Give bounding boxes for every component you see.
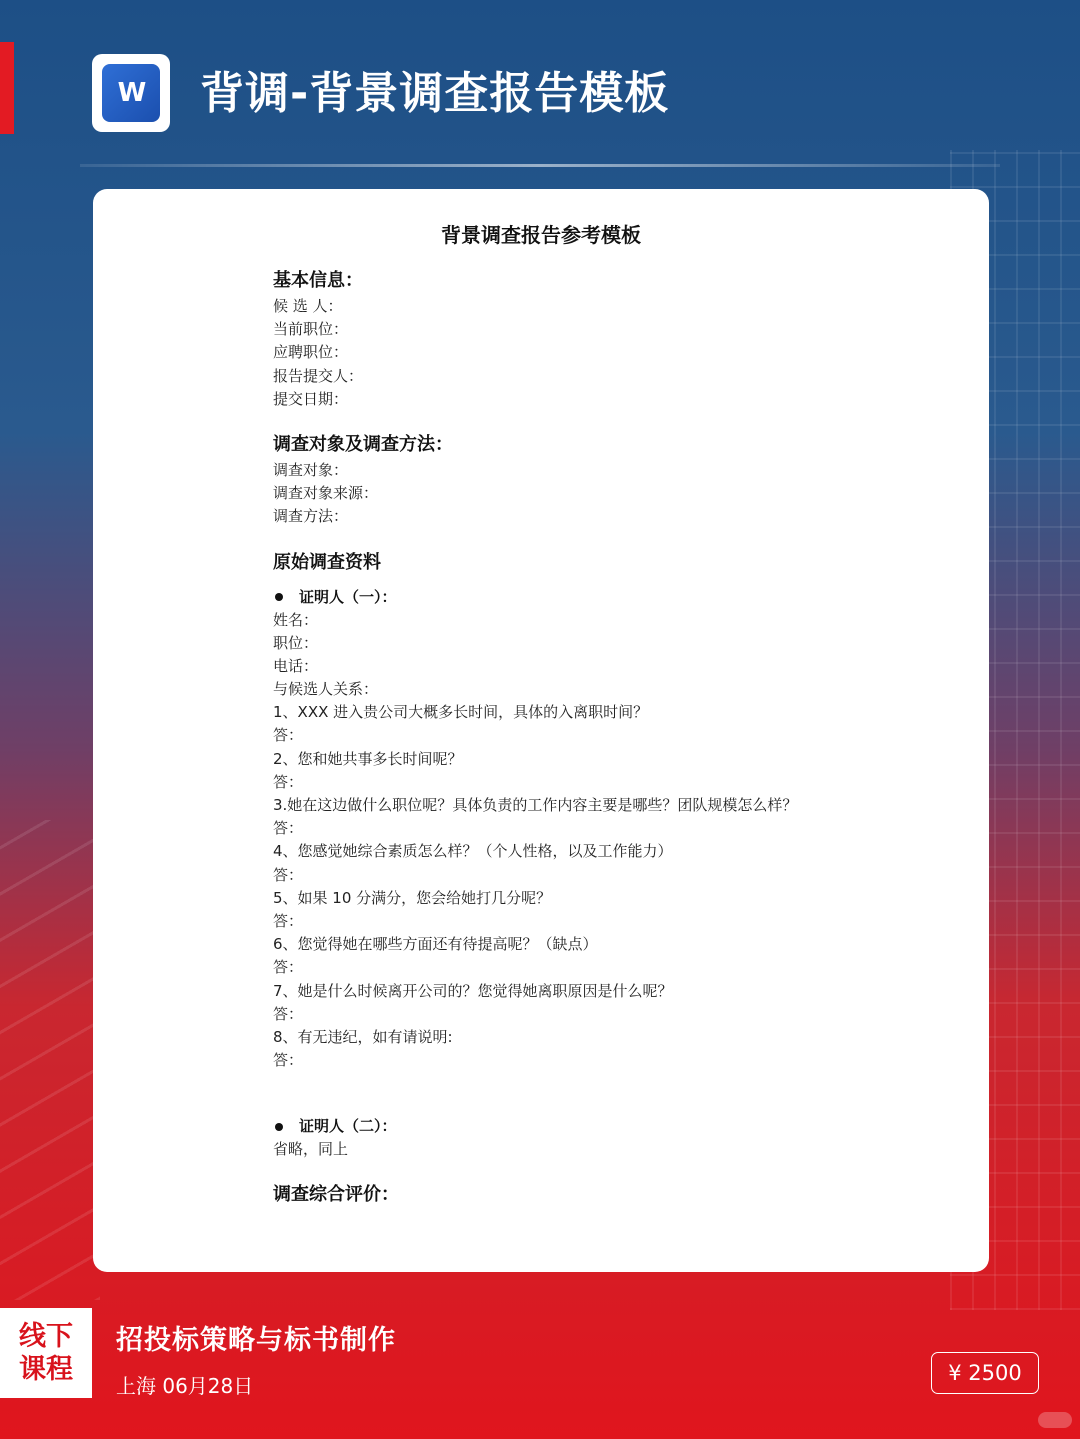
field-method: 调查方法：: [273, 507, 349, 526]
watermark-icon: [1038, 1412, 1072, 1428]
section-heading-eval: 调查综合评价：: [273, 1184, 399, 1206]
question-2: 2、您和她共事多长时间呢？: [273, 749, 463, 768]
field-current-position: 当前职位：: [273, 320, 349, 339]
question-1: 1、XXX 进入贵公司大概多长时间，具体的入离职时间？: [273, 703, 649, 722]
course-title[interactable]: 招投标策略与标书制作: [116, 1325, 396, 1356]
witness-2-label: [273, 1114, 953, 1138]
word-icon: [92, 54, 170, 132]
answer-4: 答：: [273, 865, 304, 884]
field-submit-date: 提交日期：: [273, 389, 349, 408]
witness-field-relation: 与候选人关系：: [273, 680, 379, 699]
document-preview: [93, 189, 989, 1272]
witness-2-note: 省略，同上: [273, 1140, 349, 1159]
field-applied-position: 应聘职位：: [273, 343, 349, 362]
course-banner[interactable]: [0, 1308, 1080, 1439]
price-button[interactable]: ¥ 2500: [931, 1352, 1039, 1394]
answer-5: 答：: [273, 911, 304, 930]
section-heading-method: 调查对象及调查方法：: [273, 433, 453, 455]
document-body: [273, 269, 953, 1209]
field-reporter: 报告提交人：: [273, 366, 364, 385]
header-divider: [80, 164, 1000, 167]
question-3: 3.她在这边做什么职位呢？具体负责的工作内容主要是哪些？团队规模怎么样？: [273, 796, 798, 814]
section-heading-basic: 基本信息：: [273, 270, 363, 291]
word-icon-letter: W: [102, 64, 160, 122]
question-6: 6、您觉得她在哪些方面还有待提高呢？（缺点）: [273, 935, 598, 954]
answer-8: 答：: [273, 1051, 304, 1070]
witness-1-label-text: 证明人（一）：: [299, 587, 397, 606]
answer-3: 答：: [273, 819, 304, 838]
spacer: [273, 1072, 953, 1104]
question-4: 4、您感觉她综合素质怎么样？（个人性格，以及工作能力）: [273, 842, 673, 861]
witness-field-name: 姓名：: [273, 610, 319, 629]
question-5: 5、如果 10 分满分，您会给她打几分呢？: [273, 888, 552, 907]
document-title: 背景调查报告参考模板: [441, 223, 641, 247]
question-8: 8、有无违纪，如有请说明:: [273, 1027, 453, 1046]
field-candidate: 候 选 人：: [273, 297, 343, 315]
background-building-left: [0, 820, 100, 1300]
answer-6: 答：: [273, 958, 304, 977]
bullet-icon: [275, 593, 283, 601]
badge-line-1: 线下: [19, 1321, 73, 1352]
witness-1-label: [273, 585, 953, 609]
answer-1: 答：: [273, 726, 304, 745]
witness-2-label-text: 证明人（二）：: [299, 1117, 397, 1136]
badge-line-2: 课程: [19, 1354, 73, 1385]
course-subtitle: 上海 06月28日: [116, 1374, 254, 1398]
page-title: 背调-背景调查报告模板: [200, 68, 670, 119]
witness-field-position: 职位：: [273, 633, 319, 652]
field-subject-source: 调查对象来源：: [273, 484, 379, 503]
section-heading-raw: 原始调查资料: [273, 551, 381, 573]
offline-course-badge: [0, 1308, 92, 1398]
field-subject: 调查对象：: [273, 460, 349, 479]
accent-bar: [0, 42, 14, 134]
witness-field-phone: 电话：: [273, 656, 319, 675]
answer-2: 答：: [273, 772, 304, 791]
question-7: 7、她是什么时候离开公司的？您觉得她离职原因是什么呢？: [273, 981, 673, 1000]
bullet-icon: [275, 1123, 283, 1131]
answer-7: 答：: [273, 1004, 304, 1023]
